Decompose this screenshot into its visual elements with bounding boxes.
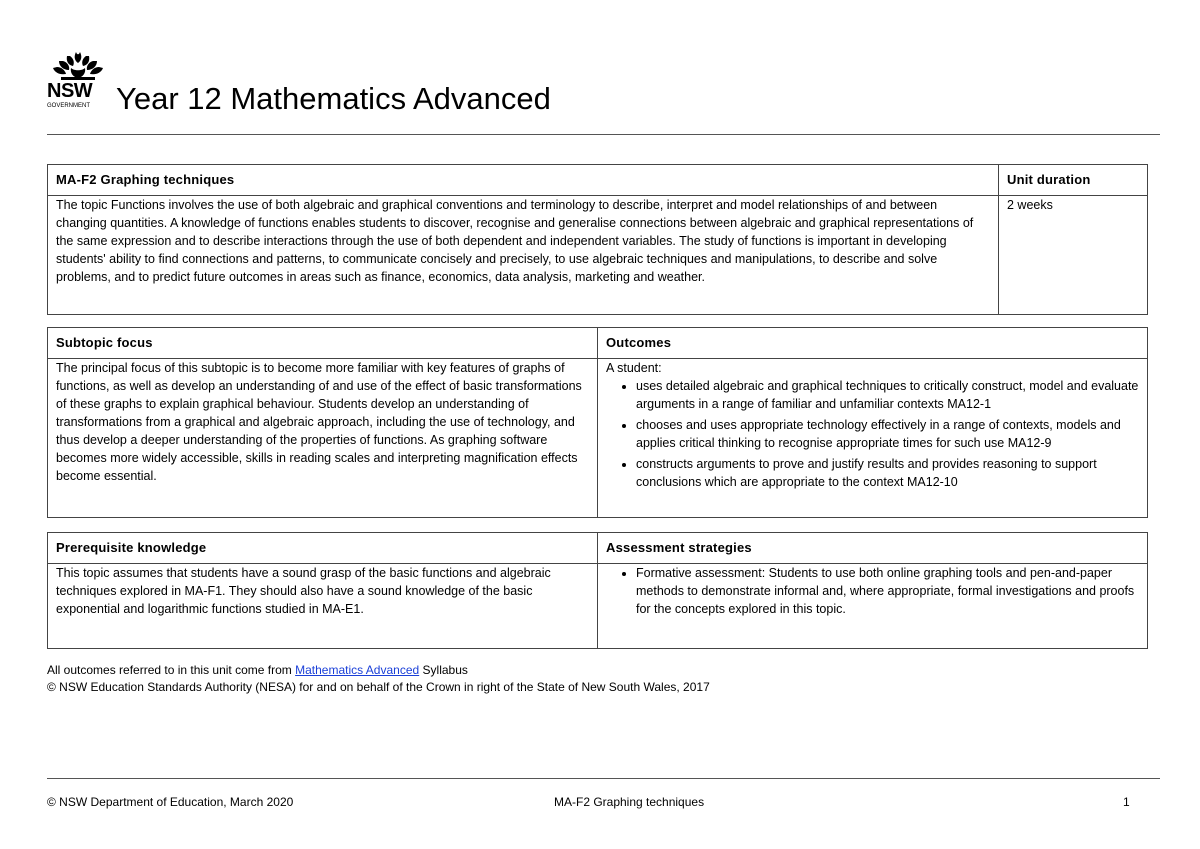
assessment-cell <box>598 564 1148 649</box>
prerequisite-text: This topic assumes that students have a sound grasp of the basic functions and algebraic techniques explored in MA-F1. They should also have a sound knowledge of the basic exponential and logarithmic functions studied in MA-E1. <box>48 564 598 649</box>
outcome-item: • constructs arguments to prove and justify results and provides reasoning to support conclusions which are appropriate to the context MA12-10 <box>636 455 1139 491</box>
nsw-government-logo <box>47 50 107 116</box>
unit-description: The topic Functions involves the use of both algebraic and graphical conventions and terminology to describe, interpret and model relationships of and between changing quantities. A knowledge of functions enables students to discover, recognise and generalise connections between algebraic and graphical representations of the same expression and to describe interactions through the use of both dependent and independent variables. The study of functions is important in developing students' ability to find connections and patterns, to communicate concisely and precisely, to use algebraic techniques and manipulations, to describe and solve problems, and to predict future outcomes in areas such as finance, economics, data analysis, marketing and weather. <box>48 196 999 315</box>
unit-title: MA-F2 Graphing techniques <box>48 165 999 196</box>
outcomes-intro: A student: <box>606 361 662 375</box>
page-title: Year 12 Mathematics Advanced <box>116 81 551 116</box>
note-prefix: All outcomes referred to in this unit come from <box>47 663 296 677</box>
nesa-copyright: © NSW Education Standards Authority (NESA) for and on behalf of the Crown in right of the State of New South Wales, 2017 <box>47 680 710 694</box>
footer-copyright: © NSW Department of Education, March 2020 <box>47 795 294 809</box>
document-header <box>47 50 1160 120</box>
subtopic-table <box>47 327 1148 518</box>
footer-unit-title: MA-F2 Graphing techniques <box>554 795 705 809</box>
note-suffix: Syllabus <box>419 663 468 677</box>
outcome-item: • uses detailed algebraic and graphical techniques to critically construct, model and evaluate arguments in a range of familiar and unfamiliar contexts MA12-1 <box>636 377 1139 413</box>
assessment-list <box>606 564 1139 618</box>
outcomes-list <box>606 377 1139 491</box>
header-divider <box>47 134 1160 135</box>
subtopic-focus-label: Subtopic focus <box>48 328 598 359</box>
assessment-label: Assessment strategies <box>598 533 1148 564</box>
unit-overview-table <box>47 164 1148 315</box>
outcomes-source-note <box>47 662 710 696</box>
subtopic-focus-text: The principal focus of this subtopic is to become more familiar with key features of graphs of functions, as well as develop an understanding of and use of the effect of basic transformations of these graphs to explain graphical behaviour. Students develop an understanding of transformations from a graphical and algebraic approach, including the use of technology, and thus develop a deeper understanding of the properties of functions. As graphing software becomes more widely accessible, skills in reading scales and interpreting magnification effects become essential. <box>48 359 598 518</box>
footer-divider <box>47 778 1160 779</box>
outcomes-label: Outcomes <box>598 328 1148 359</box>
assessment-item: • Formative assessment: Students to use both online graphing tools and pen-and-paper methods to demonstrate informal and, where appropriate, formal investigations and proofs for the concepts explored in this topic. <box>636 564 1139 618</box>
prerequisite-table <box>47 532 1148 649</box>
prerequisite-label: Prerequisite knowledge <box>48 533 598 564</box>
page-number: 1 <box>1123 795 1130 809</box>
unit-duration-value: 2 weeks <box>999 196 1148 315</box>
outcomes-cell <box>598 359 1148 518</box>
logo-subtitle: GOVERNMENT <box>47 103 91 109</box>
outcome-item: • chooses and uses appropriate technology effectively in a range of contexts, models and applies critical thinking to recognise appropriate times for such use MA12-9 <box>636 416 1139 452</box>
logo-wordmark: NSW <box>47 80 93 102</box>
waratah-icon <box>49 50 107 82</box>
syllabus-link[interactable]: Mathematics Advanced <box>295 663 420 677</box>
unit-duration-label: Unit duration <box>999 165 1148 196</box>
